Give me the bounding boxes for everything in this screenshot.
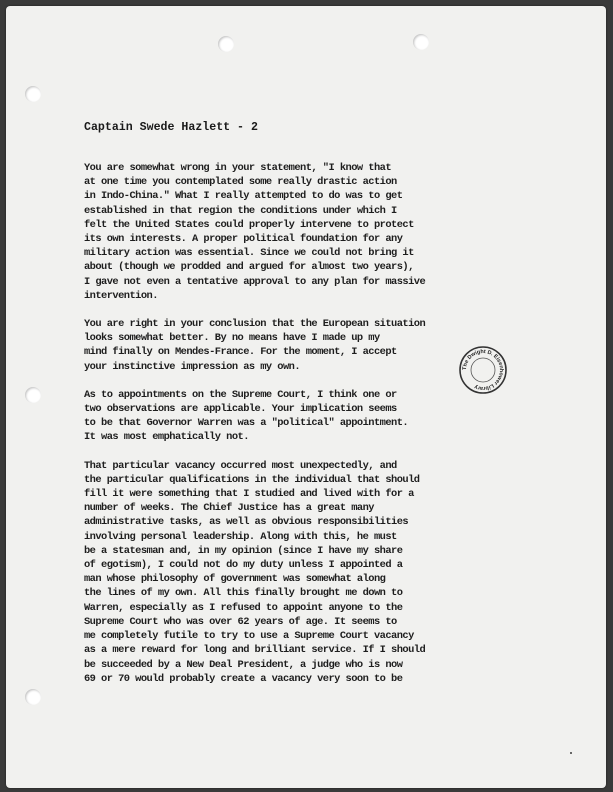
- paragraph: [84, 459, 494, 686]
- punch-hole-left-top: [25, 86, 41, 102]
- svg-text:The Dwight D. Eisenhower Libra: [462, 349, 504, 391]
- text-line: as a mere reward for long and brilliant service. If I should: [84, 644, 426, 657]
- paragraph: [84, 388, 494, 445]
- text-line: As to appointments on the Supreme Court, I think one or: [84, 388, 397, 401]
- punch-hole-left-bottom: [25, 689, 41, 705]
- page-heading: Captain Swede Hazlett - 2: [84, 121, 258, 134]
- text-line: military action was essential. Since we could not bring it: [84, 247, 414, 260]
- text-line: at one time you contemplated some really drastic action: [84, 176, 397, 189]
- text-line: to be that Governor Warren was a "political" appointment.: [84, 417, 409, 430]
- text-line: be succeeded by a New Deal President, a judge who is now: [84, 658, 403, 671]
- letter-body: [84, 161, 494, 700]
- text-line: You are right in your conclusion that the European situation: [84, 318, 426, 331]
- text-line: looks somewhat better. By no means have I made up my: [84, 332, 380, 345]
- text-line: me completely futile to try to use a Supreme Court vacancy: [84, 630, 414, 643]
- stamp-text: The Dwight D. Eisenhower Library: [461, 348, 505, 392]
- text-line: mind finally on Mendes-France. For the moment, I accept: [84, 346, 397, 359]
- text-line: be a statesman and, in my opinion (since I have my share: [84, 544, 403, 557]
- paragraph: [84, 161, 494, 303]
- text-line: the lines of my own. All this finally brought me down to: [84, 587, 403, 600]
- text-line: administrative tasks, as well as obvious responsibilities: [84, 516, 409, 529]
- punch-hole-left-middle: [25, 387, 41, 403]
- punch-hole-top-left: [218, 36, 234, 52]
- library-stamp: [458, 345, 508, 395]
- text-line: That particular vacancy occurred most unexpectedly, and: [84, 459, 397, 472]
- text-line: two observations are applicable. Your implication seems: [84, 403, 397, 416]
- text-line: its own interests. A proper political foundation for any: [84, 233, 403, 246]
- text-line: about (though we prodded and argued for almost two years),: [84, 261, 414, 274]
- page-mark: [570, 752, 572, 754]
- text-line: Warren, especially as I refused to appoint anyone to the: [84, 601, 403, 614]
- text-line: I gave not even a tentative approval to any plan for massive: [84, 275, 426, 288]
- text-line: in Indo-China." What I really attempted to do was to get: [84, 190, 403, 203]
- text-line: number of weeks. The Chief Justice has a great many: [84, 502, 374, 515]
- text-line: intervention.: [84, 289, 158, 302]
- text-line: established in that region the conditions under which I: [84, 204, 397, 217]
- text-line: It was most emphatically not.: [84, 431, 249, 444]
- text-line: your instinctive impression as my own.: [84, 360, 301, 373]
- text-line: of egotism), I could not do my duty unless I appointed a: [84, 559, 403, 572]
- text-line: Supreme Court who was over 62 years of age. It seems to: [84, 615, 397, 628]
- text-line: You are somewhat wrong in your statement, "I know that: [84, 162, 392, 174]
- text-line: fill it were something that I studied and lived with for a: [84, 488, 414, 501]
- paragraph: [84, 317, 494, 374]
- text-line: man whose philosophy of government was somewhat along: [84, 573, 386, 586]
- text-line: the particular qualifications in the individual that should: [84, 473, 420, 486]
- punch-hole-top-right: [413, 34, 429, 50]
- text-line: involving personal leadership. Along with this, he must: [84, 530, 397, 543]
- text-line: 69 or 70 would probably create a vacancy very soon to be: [84, 672, 403, 685]
- text-line: felt the United States could properly intervene to protect: [84, 218, 414, 231]
